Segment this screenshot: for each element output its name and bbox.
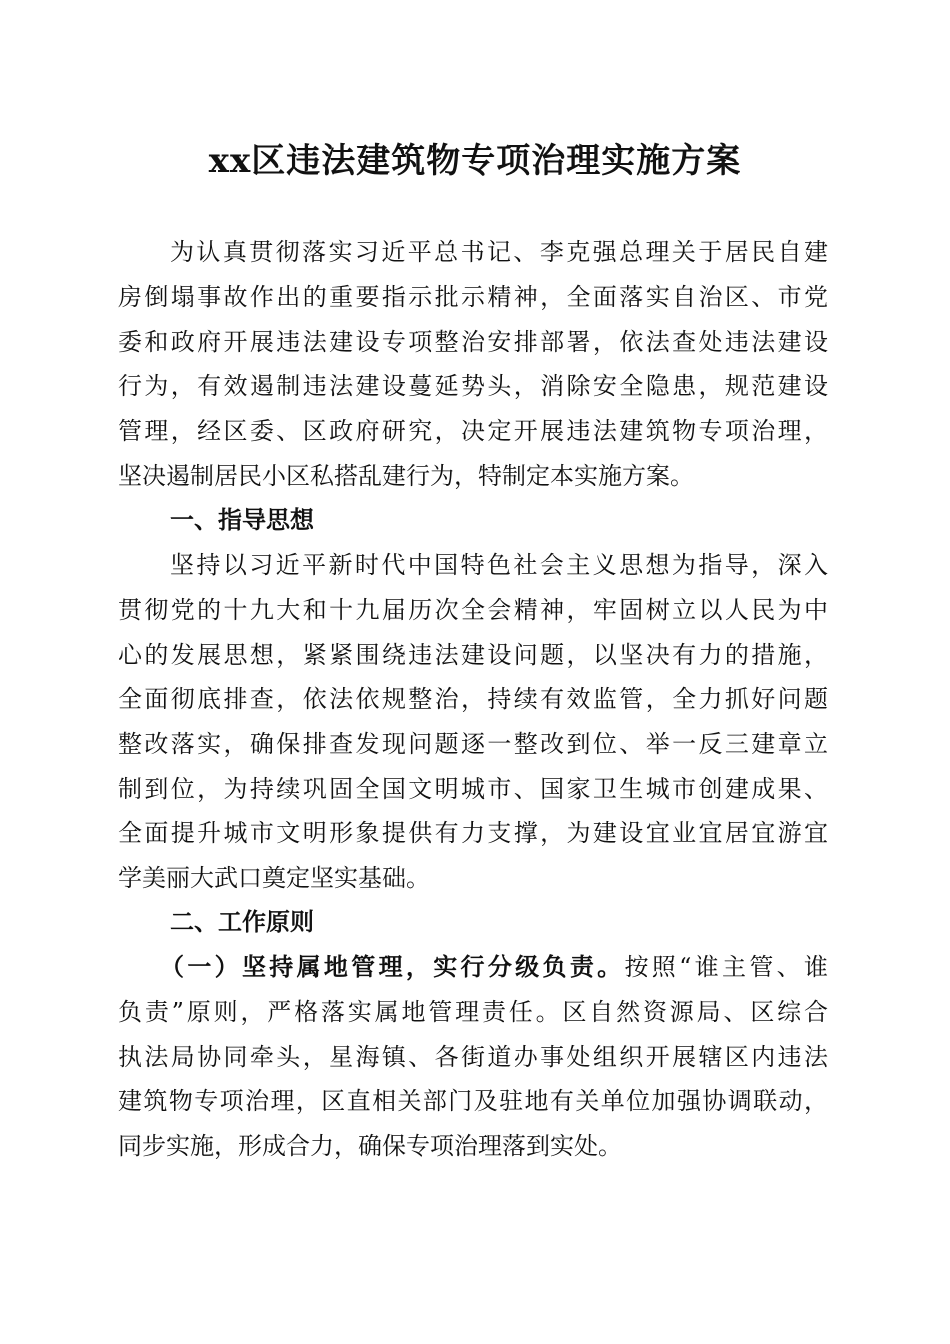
intro-line-2: 房倒塌事故作出的重要指示批示精神，全面落实自治区、市党	[118, 283, 828, 311]
section1-line-1: 坚持以习近平新时代中国特色社会主义思想为指导，深入	[170, 551, 828, 579]
section1-line-2: 贯彻党的十九大和十九届历次全会精神，牢固树立以人民为中	[118, 596, 828, 624]
section2-line-4: 同步实施，形成合力，确保专项治理落到实处。	[118, 1132, 622, 1160]
section2-line-3: 建筑物专项治理，区直相关部门及驻地有关单位加强协调联动，	[118, 1087, 828, 1115]
intro-line-3: 委和政府开展违法建设专项整治安排部署，依法查处违法建设	[118, 328, 828, 356]
section-heading-work-principles: 二、工作原则	[170, 908, 314, 936]
intro-line-1: 为认真贯彻落实习近平总书记、李克强总理关于居民自建	[170, 238, 828, 266]
section2-line-1: 负责”原则，严格落实属地管理责任。区自然资源局、区综合	[118, 998, 828, 1026]
section-heading-guiding-thought: 一、指导思想	[170, 506, 314, 534]
section2-subheading-line	[160, 952, 828, 982]
section1-line-5: 整改落实，确保排查发现问题逐一整改到位、举一反三建章立	[118, 730, 828, 758]
section1-line-8: 学美丽大武口奠定坚实基础。	[118, 864, 430, 892]
section1-line-6: 制到位，为持续巩固全国文明城市、国家卫生城市创建成果、	[118, 775, 828, 803]
subheading-territorial-management: （一）坚持属地管理，实行分级负责。	[160, 952, 625, 981]
subheading-rest-text: 按照“谁主管、谁	[624, 953, 828, 981]
document-title: xx区违法建筑物专项治理实施方案	[208, 141, 742, 181]
intro-line-5: 管理，经区委、区政府研究，决定开展违法建筑物专项治理，	[118, 417, 828, 445]
section1-line-7: 全面提升城市文明形象提供有力支撑，为建设宜业宜居宜游宜	[118, 819, 828, 847]
section1-line-4: 全面彻底排查，依法依规整治，持续有效监管，全力抓好问题	[118, 685, 828, 713]
intro-line-4: 行为，有效遏制违法建设蔓延势头，消除安全隐患，规范建设	[118, 372, 828, 400]
section1-line-3: 心的发展思想，紧紧围绕违法建设问题，以坚决有力的措施，	[118, 641, 828, 669]
intro-line-6: 坚决遏制居民小区私搭乱建行为，特制定本实施方案。	[118, 462, 694, 490]
section2-line-2: 执法局协同牵头，星海镇、各街道办事处组织开展辖区内违法	[118, 1043, 828, 1071]
